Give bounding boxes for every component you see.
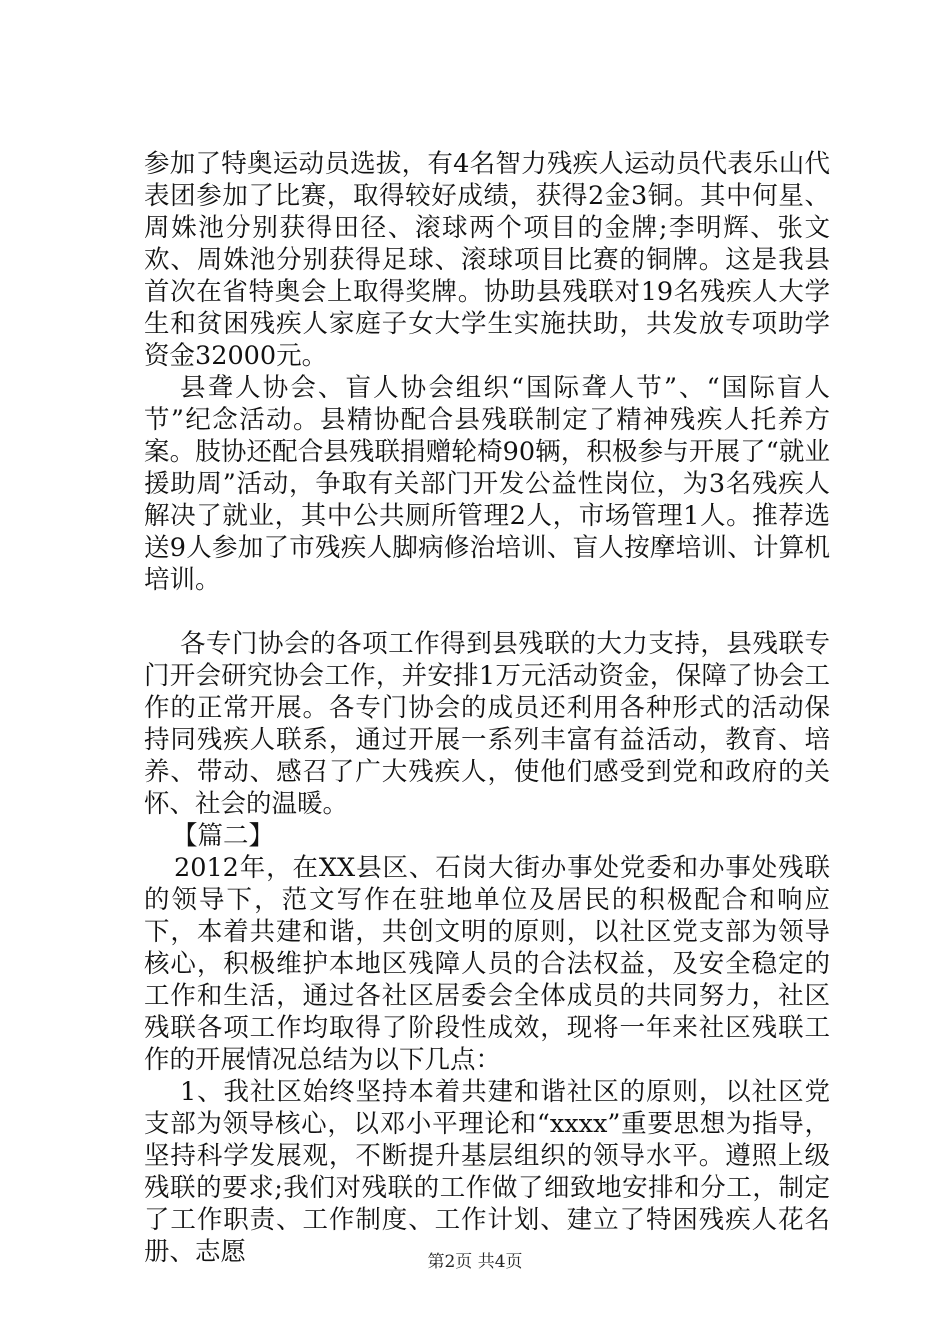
paragraph-special-olympics: 参加了特奥运动员选拔，有4名智力残疾人运动员代表乐山代表团参加了比赛，取得较好成绩，获得2金3铜。其中何星、周姝池分别获得田径、滚球两个项目的金牌;李明辉、张文欢、周姝池分别获得足球、滚球项目比赛的铜牌。这是我县首次在省特奥会上取得奖牌。协助县残联对19名残疾人大学生和贫困残疾人家庭子女大学生实施扶助，共发放专项助学资金32000元。 [144,149,830,371]
document-body [144,148,830,1268]
paragraph-point-one: 1、我社区始终坚持本着共建和谐社区的原则，以社区党支部为领导核心，以邓小平理论和“xxxx”重要思想为指导，坚持科学发展观，不断提升基层组织的领导水平。遵照上级残联的要求;我们对残联的工作做了细致地安排和分工，制定了工作职责、工作制度、工作计划、建立了特困残疾人花名册、志愿 [144,1077,830,1267]
section-heading: 【篇二】 [172,821,275,851]
paragraph-associations-activities: 县聋人协会、盲人协会组织“国际聋人节”、“国际盲人节”纪念活动。县精协配合县残联制定了精神残疾人托养方案。肢协还配合县残联捐赠轮椅90辆，积极参与开展了“就业援助周”活动，争取有关部门开发公益性岗位，为3名残疾人解决了就业，其中公共厕所管理2人，市场管理1人。推荐选送9人参加了市残疾人脚病修治培训、盲人按摩培训、计算机培训。 [144,373,830,595]
paragraph-association-support: 各专门协会的各项工作得到县残联的大力支持，县残联专门开会研究协会工作，并安排1万元活动资金，保障了协会工作的正常开展。各专门协会的成员还利用各种形式的活动保持同残疾人联系，通过开展一系列丰富有益活动，教育、培养、带动、感召了广大残疾人，使他们感受到党和政府的关怀、社会的温暖。 [144,629,830,819]
page-footer: 第2页 共4页 [427,1252,523,1272]
paragraph-spacer [144,596,830,628]
paragraph-community-summary: 2012年，在XX县区、石岗大街办事处党委和办事处残联的领导下，范文写作在驻地单位及居民的积极配合和响应下，本着共建和谐，共创文明的原则，以社区党支部为领导核心，积极维护本地区残障人员的合法权益，及安全稳定的工作和生活，通过各社区居委会全体成员的共同努力，社区残联各项工作均取得了阶段性成效，现将一年来社区残联工作的开展情况总结为以下几点： [144,853,830,1075]
